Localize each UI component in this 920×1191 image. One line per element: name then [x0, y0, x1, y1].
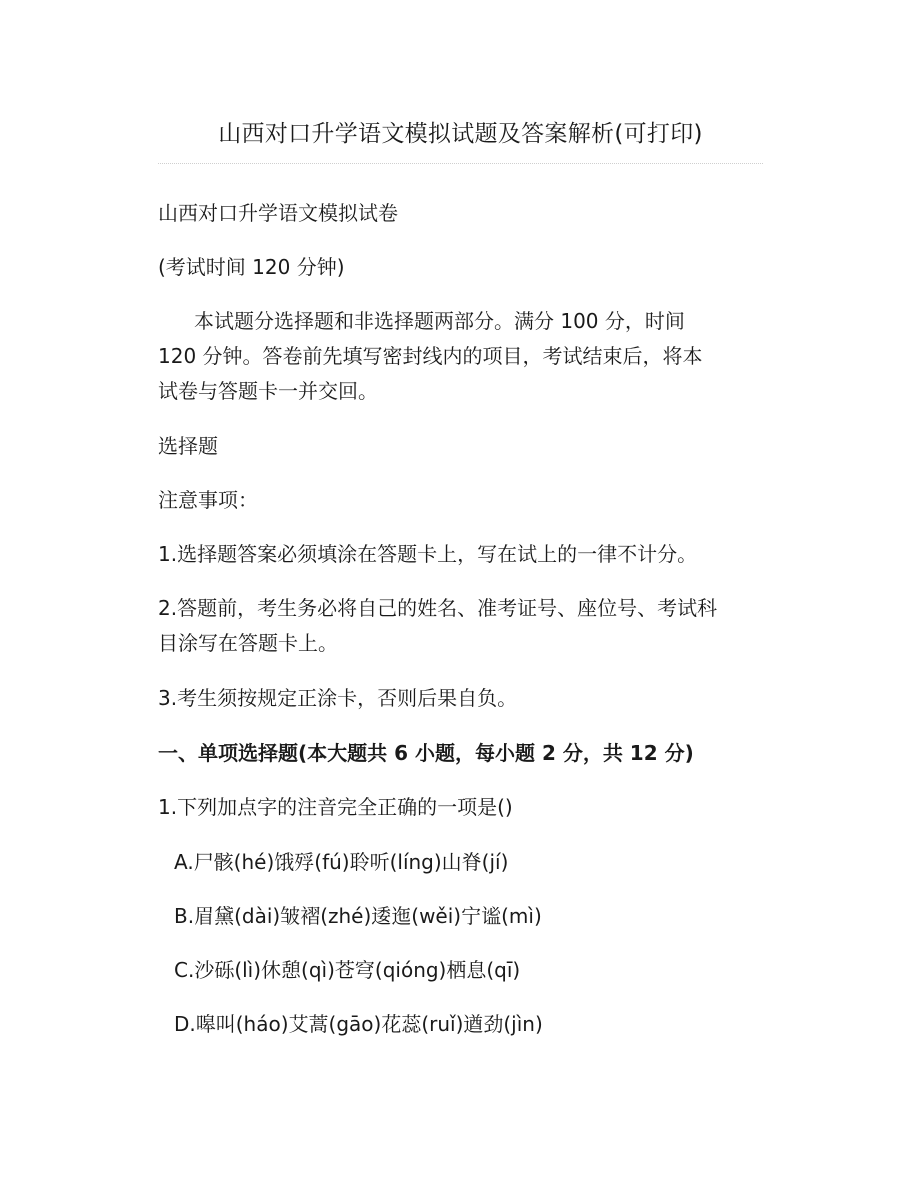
note-item — [158, 591, 758, 661]
exam-time: (考试时间 120 分钟) — [158, 255, 345, 279]
note-line: 目涂写在答题卡上。 — [158, 631, 338, 655]
title-divider — [158, 163, 763, 164]
note-line: 2.答题前，考生务必将自己的姓名、准考证号、座位号、考试科 — [158, 596, 718, 620]
note-item: 1.选择题答案必须填涂在答题卡上，写在试上的一律不计分。 — [158, 542, 698, 566]
intro-line: 本试题分选择题和非选择题两部分。满分 100 分，时间 — [194, 309, 685, 333]
intro-paragraph — [158, 304, 758, 409]
intro-line: 120 分钟。答卷前先填写密封线内的项目，考试结束后，将本 — [158, 344, 703, 368]
question-stem: 1.下列加点字的注音完全正确的一项是() — [158, 795, 513, 819]
note-item: 3.考生须按规定正涂卡，否则后果自负。 — [158, 686, 518, 710]
option-a: A.尸骸(hé)饿殍(fú)聆听(líng)山脊(jí) — [174, 850, 509, 874]
exam-heading: 山西对口升学语文模拟试卷 — [158, 201, 398, 225]
notes-label: 注意事项： — [158, 488, 258, 512]
intro-line: 试卷与答题卡一并交回。 — [158, 379, 378, 403]
option-c: C.沙砾(lì)休憩(qì)苍穹(qióng)栖息(qī) — [174, 958, 521, 982]
document-title: 山西对口升学语文模拟试题及答案解析(可打印) — [218, 121, 703, 147]
part-heading: 一、单项选择题(本大题共 6 小题，每小题 2 分，共 12 分) — [158, 741, 694, 765]
option-b: B.眉黛(dài)皱褶(zhé)逶迤(wěi)宁谧(mì) — [174, 904, 542, 928]
option-d: D.嗥叫(háo)艾蒿(gāo)花蕊(ruǐ)遒劲(jìn) — [174, 1012, 543, 1036]
section-label: 选择题 — [158, 434, 218, 458]
